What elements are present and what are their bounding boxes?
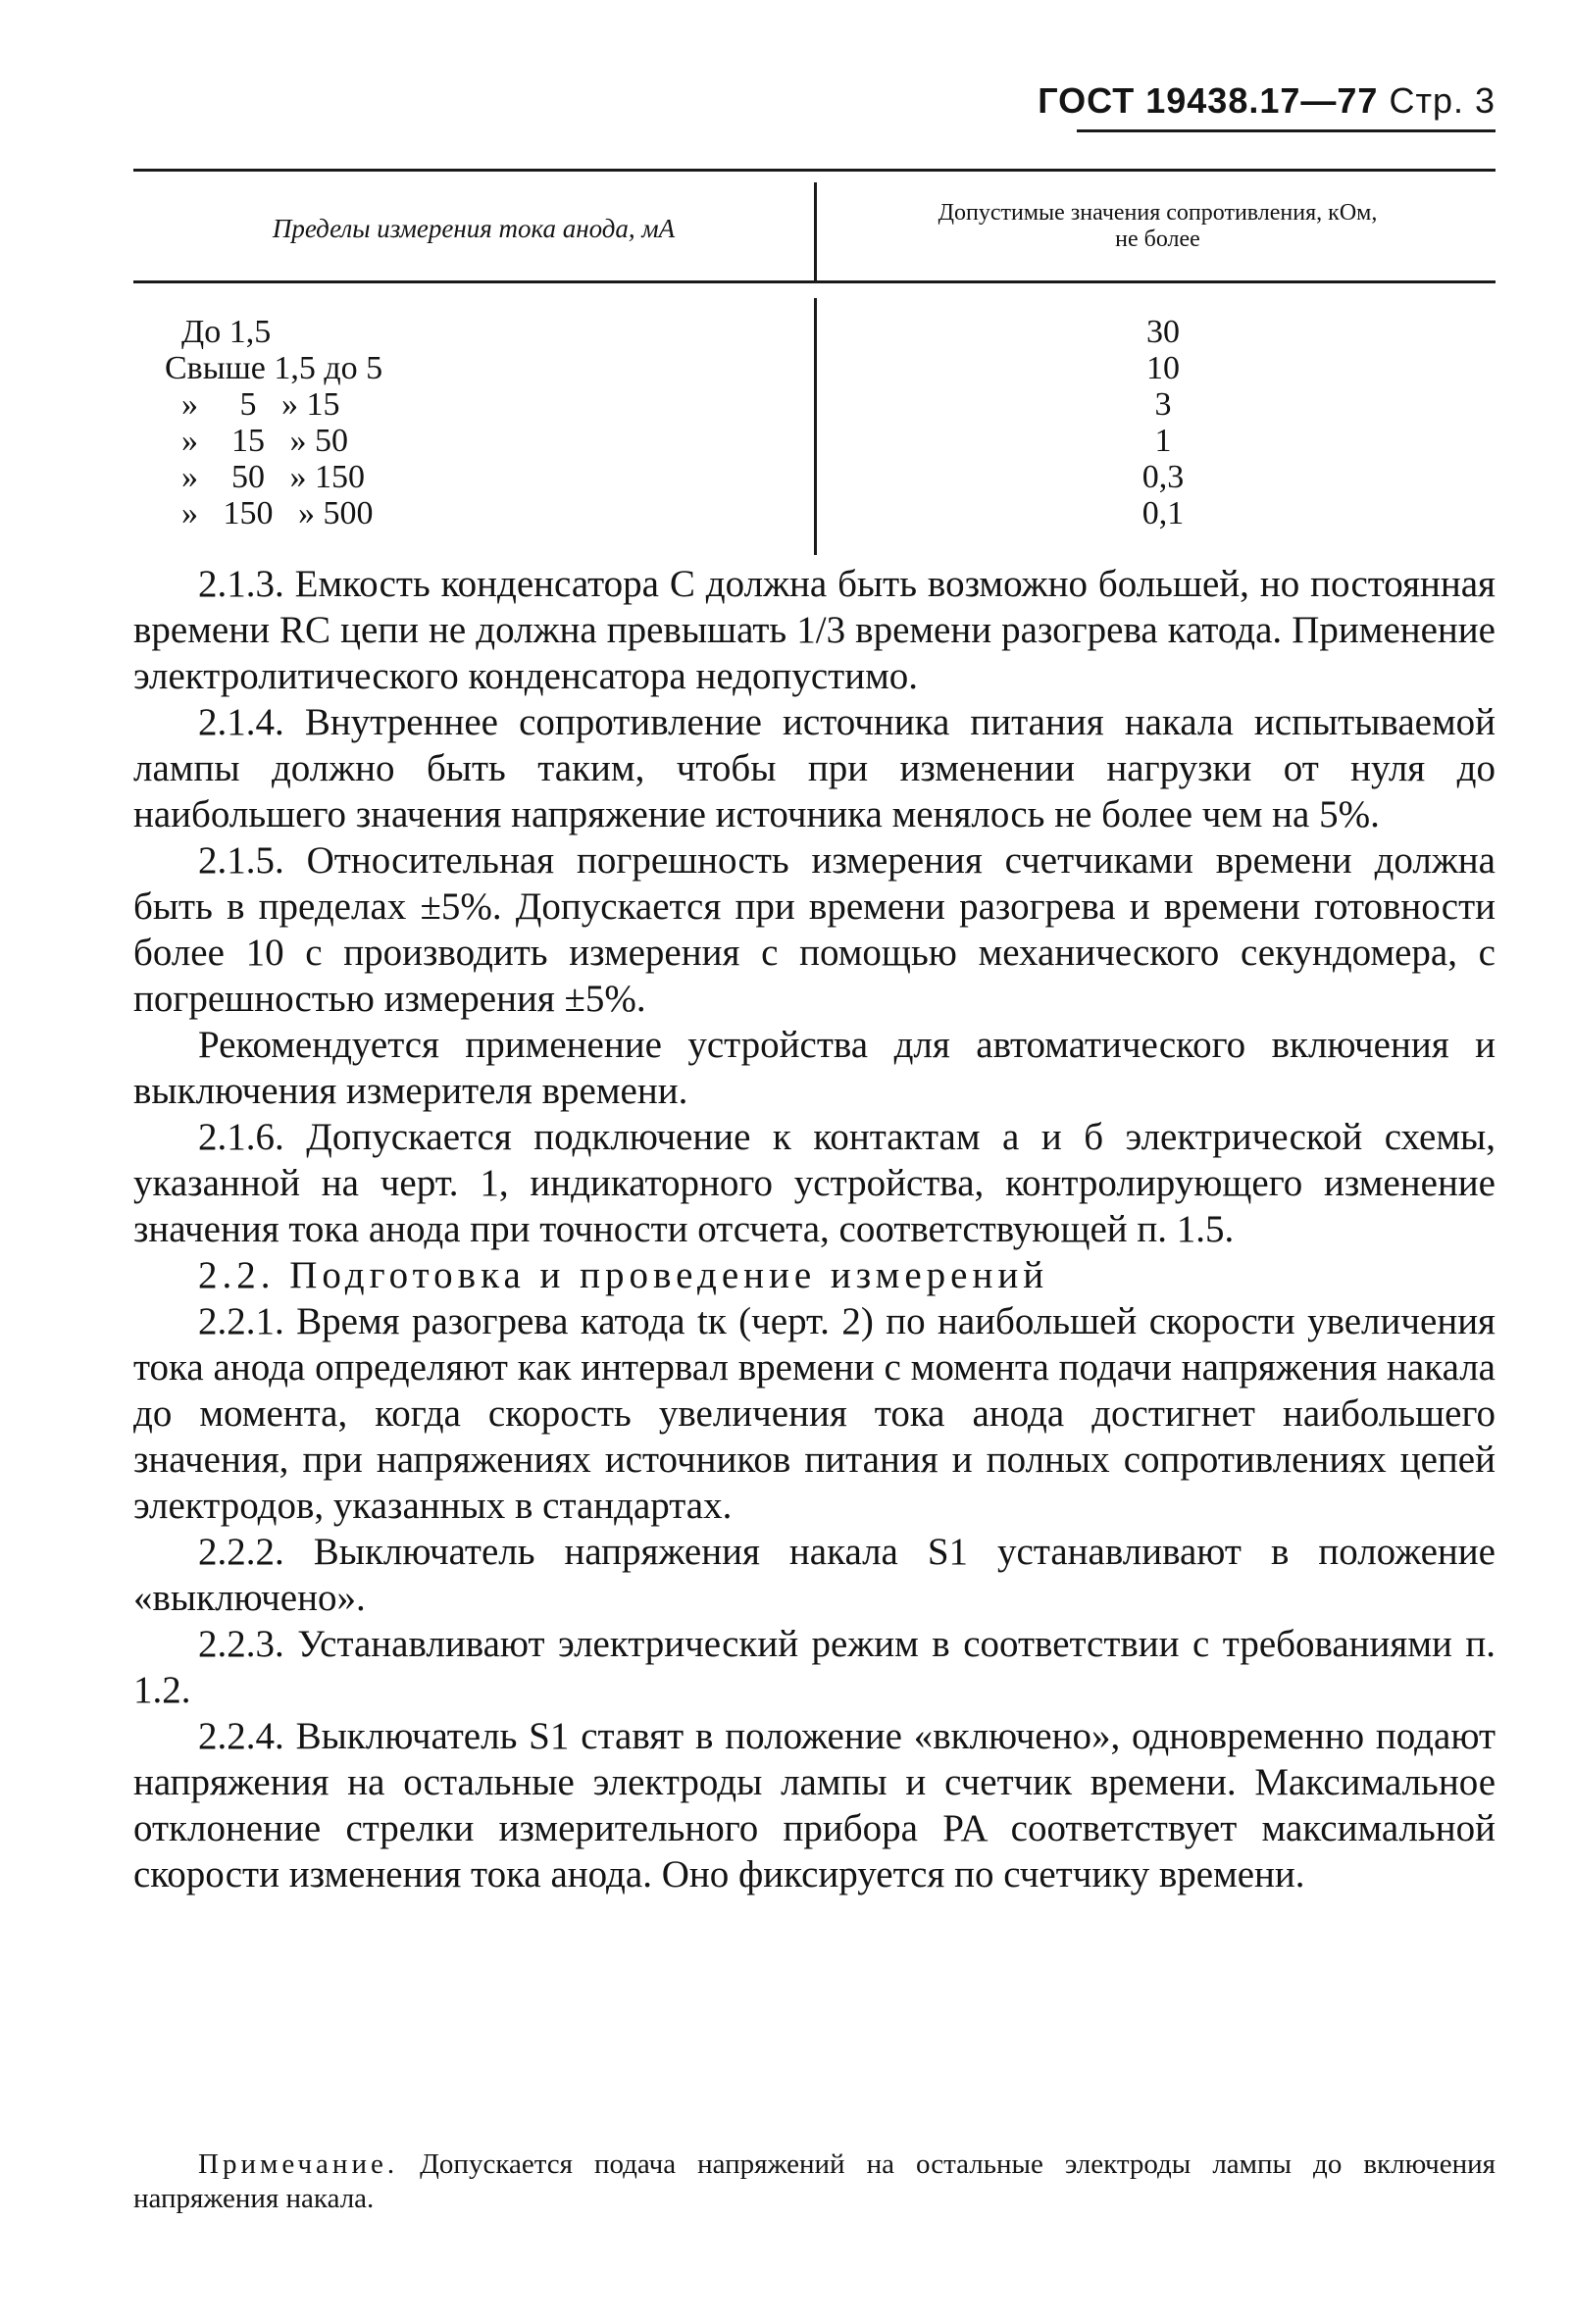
note-text: Допускается подача напряжений на остальные электроды лампы до включения напряжения накала. bbox=[133, 2148, 1496, 2214]
range-cell: Свыше 1,5 до 5 bbox=[165, 350, 383, 386]
paragraph-2-1-4: 2.1.4. Внутреннее сопротивление источника питания накала испытываемой лампы должно быть таким, чтобы при изменении нагрузки от нуля до наибольшего значения напряжение источника менялось не более чем на 5%. bbox=[133, 701, 1496, 835]
paragraph-2-1-3: 2.1.3. Емкость конденсатора C должна быть возможно большей, но постоянная времени RC цепи не должна превышать 1/3 времени разогрева катода. Применение электролитического конденсатора недопустимо. bbox=[133, 563, 1496, 697]
range-cell: До 1,5 bbox=[165, 314, 272, 350]
table-top-rule bbox=[133, 169, 1496, 172]
range-cell: » 150 » 500 bbox=[165, 495, 374, 531]
page-header bbox=[1038, 80, 1496, 122]
table-column-divider bbox=[814, 298, 817, 555]
paragraph-2-2-3: 2.2.3. Устанавливают электрический режим в соответствии с требованиями п. 1.2. bbox=[133, 1623, 1496, 1711]
paragraph-2-2-2: 2.2.2. Выключатель напряжения накала S1 устанавливают в положение «выключено». bbox=[133, 1531, 1496, 1619]
paragraph-2-1-6: 2.1.6. Допускается подключение к контактам а и б электрической схемы, указанной на черт. 1, индикаторного устройства, контролирующего изменение значения тока анода при точности отсчета, соответствующей п. 1.5. bbox=[133, 1116, 1496, 1250]
resistance-table bbox=[133, 169, 1496, 555]
document-body bbox=[133, 561, 1496, 1897]
resistance-cell: 30 bbox=[1146, 314, 1180, 350]
paragraph-2-1-5: 2.1.5. Относительная погрешность измерения счетчиками времени должна быть в пределах ±5%. Допускается при времени разогрева и времени готовности более 10 с производить измерения с помощью механического секундомера, с погрешностью измерения ±5%. bbox=[133, 839, 1496, 1020]
range-column bbox=[165, 314, 382, 531]
page-number: Стр. 3 bbox=[1389, 80, 1496, 121]
range-cell: » 15 » 50 bbox=[165, 423, 348, 459]
resistance-cell: 10 bbox=[1146, 350, 1180, 386]
header-rule bbox=[1077, 129, 1496, 132]
table-header-rule bbox=[133, 280, 1496, 283]
section-heading: 2.2. Подготовка и проведение измерений bbox=[198, 1254, 1049, 1296]
standard-code: ГОСТ 19438.17—77 bbox=[1038, 80, 1379, 121]
column-header-line: Допустимые значения сопротивления, кОм, bbox=[938, 200, 1378, 226]
note bbox=[133, 2147, 1496, 2216]
paragraph-2-2-1: 2.2.1. Время разогрева катода tк (черт. 2) по наибольшей скорости увеличения тока анода определяют как интервал времени с момента подачи напряжения накала до момента, когда скорость увеличения тока анода достигнет наибольшего значения, при напряжениях источников питания и полных сопротивлениях цепей электродов, указанных в стандартах. bbox=[133, 1300, 1496, 1527]
column-header-resistance bbox=[820, 200, 1496, 253]
note-label: Примечание. bbox=[198, 2148, 399, 2180]
resistance-column bbox=[967, 314, 1359, 531]
range-cell: » 5 » 15 bbox=[165, 386, 340, 423]
resistance-cell: 1 bbox=[1154, 423, 1172, 459]
paragraph-2-2-4: 2.2.4. Выключатель S1 ставят в положение «включено», одновременно подают напряжения на остальные электроды лампы и счетчик времени. Максимальное отклонение стрелки измерительного прибора PA соответствует максимальной скорости изменения тока анода. Оно фиксируется по счетчику времени. bbox=[133, 1715, 1496, 1895]
table-column-divider bbox=[814, 182, 817, 280]
paragraph-recommendation: Рекомендуется применение устройства для автоматического включения и выключения измерителя времени. bbox=[133, 1024, 1496, 1112]
range-cell: » 50 » 150 bbox=[165, 459, 365, 495]
resistance-cell: 0,3 bbox=[1141, 459, 1185, 495]
column-header-range: Пределы измерения тока анода, мА bbox=[272, 214, 676, 243]
resistance-cell: 0,1 bbox=[1141, 495, 1185, 531]
resistance-cell: 3 bbox=[1154, 386, 1172, 423]
column-header-line: не более bbox=[1115, 227, 1200, 252]
